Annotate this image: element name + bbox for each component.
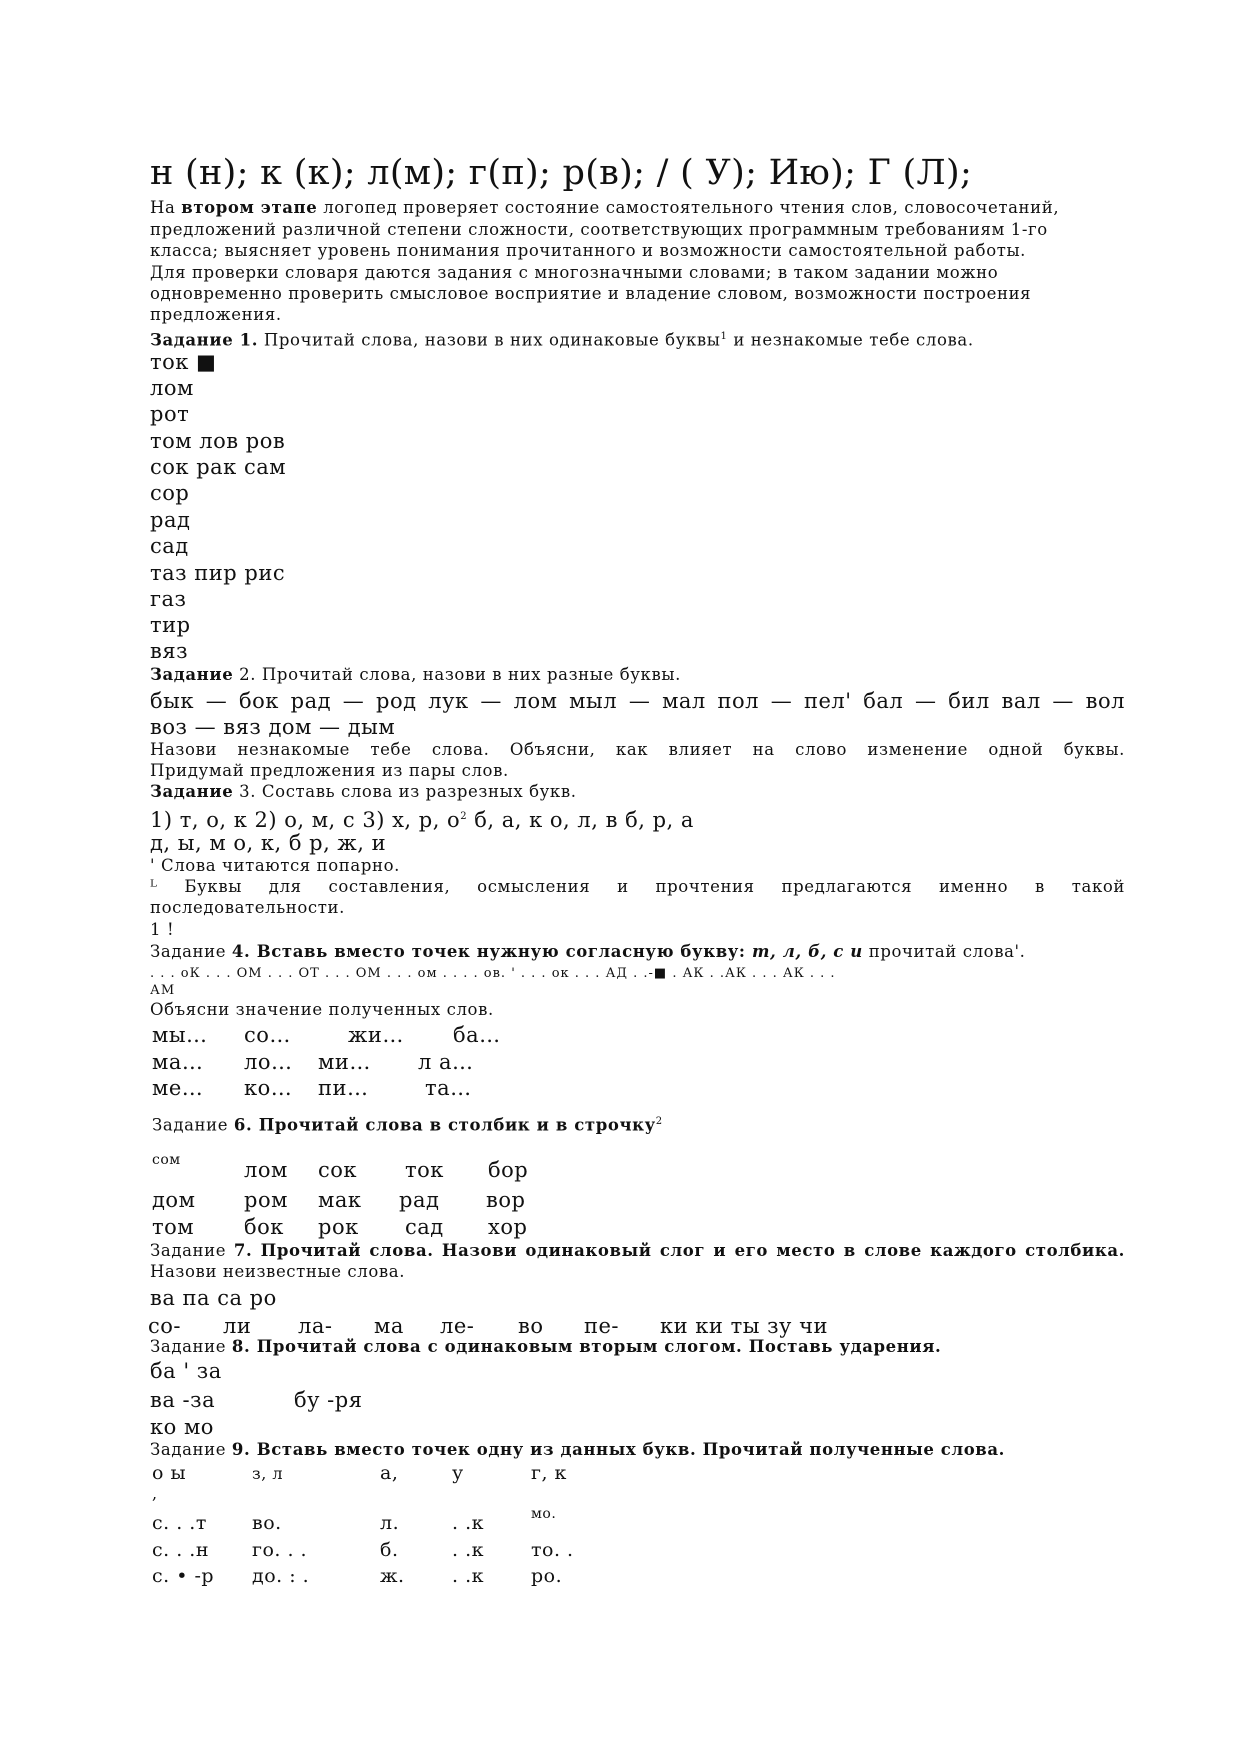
task7-syllable: во <box>518 1314 544 1338</box>
task4-grid-cell: мы… <box>152 1023 208 1047</box>
task8-word-4: ко мо <box>150 1415 214 1439</box>
task6-word: мак <box>318 1188 362 1212</box>
task7-syllable: ле- <box>440 1314 475 1338</box>
task9-option: з, л <box>252 1464 284 1483</box>
task1-word: сад <box>150 534 189 558</box>
task6-word: сок <box>318 1158 358 1182</box>
task1-word: вяз <box>150 639 189 663</box>
task2-note-line-1: Назови незнакомые тебе слова. Объясни, как влияет на слово изменение одной буквы. <box>150 740 1125 759</box>
task9-cell: . .к <box>452 1539 484 1561</box>
task3-letters-row-2: д, ы, м о, к, б р, ж, и <box>150 831 387 855</box>
task3-heading: Задание 3. Составь слова из разрезных букв. <box>150 782 577 801</box>
task3-letters-row-1: 1) т, о, к 2) о, м, с 3) х, р, $о^2$ б, а, к о, л, в б, р, а <box>150 808 694 832</box>
task4-grid-cell: пи… <box>318 1076 369 1100</box>
task6-word: бор <box>488 1158 529 1182</box>
task2-pairs-line-2: воз — вяз дом — дым <box>150 715 396 739</box>
task4-grid-cell: ко… <box>244 1076 293 1100</box>
intro-line-4: Для проверки словаря даются задания с многозначными словами; в таком задании можно <box>150 263 999 282</box>
task2-heading: Задание 2. Прочитай слова, назови в них разные буквы. <box>150 665 681 684</box>
footnote-2-line-2: последовательности. <box>150 898 345 917</box>
task4-grid-cell: ми… <box>318 1050 371 1074</box>
task4-grid-cell: жи… <box>348 1023 404 1047</box>
task4-explain: Объясни значение полученных слов. <box>150 1000 494 1019</box>
task4-dots-line-1: . . . оК . . . ОМ . . . ОТ . . . ОМ . . . ом . . . . ов. ' . . . ок . . . АД . .-■ . АК . .АК . . . АК . . . <box>150 966 836 981</box>
task4-dots-line-2: АМ <box>150 983 176 998</box>
task9-option: г, к <box>531 1462 567 1484</box>
task9-heading: Задание 9. Вставь вместо точек одну из данных букв. Прочитай полученные слова. <box>150 1440 1005 1459</box>
task4-grid-cell: ба… <box>453 1023 501 1047</box>
task2-note-line-2: Придумай предложения из пары слов. <box>150 761 509 780</box>
footnote-1: ' Слова читаются попарно. <box>150 856 400 875</box>
task1-word: газ <box>150 587 187 611</box>
intro-line-3: класса; выясняет уровень понимания прочитанного и возможности самостоятельной работы. <box>150 241 1027 260</box>
task1-word: сок рак сам <box>150 455 287 479</box>
task4-grid-cell: та… <box>425 1076 472 1100</box>
task6-word: ток <box>405 1158 444 1182</box>
task9-cell: с. . .т <box>152 1512 207 1534</box>
task9-comma: , <box>152 1484 158 1503</box>
task9-cell: ж. <box>380 1565 405 1587</box>
task9-option: у <box>452 1462 464 1484</box>
task8-word-1: ба ' за <box>150 1359 222 1383</box>
task9-cell: мо. <box>531 1506 557 1522</box>
task1-word: рад <box>150 508 191 532</box>
task6-word: хор <box>488 1215 528 1239</box>
task6-word: ром <box>244 1188 288 1212</box>
task1-word: тир <box>150 613 191 637</box>
task4-grid-cell: со… <box>244 1023 291 1047</box>
task6-word: рад <box>399 1188 440 1212</box>
task4-grid-cell: ме… <box>152 1076 204 1100</box>
task7-heading-line-2: Назови неизвестные слова. <box>150 1262 406 1281</box>
task2-pairs-line-1: бык — бок рад — род лук — лом мыл — мал пол — пел' бал — бил вал — вол <box>150 689 1125 713</box>
task9-cell: . .к <box>452 1565 484 1587</box>
task8-heading: Задание 8. Прочитай слова с одинаковым вторым слогом. Поставь ударения. <box>150 1337 942 1356</box>
task9-cell: . .к <box>452 1512 484 1534</box>
task6-word: дом <box>152 1188 196 1212</box>
task9-cell: ро. <box>531 1565 563 1587</box>
task1-word: том лов ров <box>150 429 286 453</box>
task1-word: лом <box>150 376 194 400</box>
task1-word: таз пир рис <box>150 561 286 585</box>
task9-cell: л. <box>380 1512 400 1534</box>
task9-cell: с. . .н <box>152 1539 210 1561</box>
letter-pairs-line: н (н); к (к); л(м); г(п); р(в); / ( У); Ию); Г (Л); <box>150 153 973 193</box>
task6-word: рок <box>318 1215 359 1239</box>
task9-cell: до. : . <box>252 1565 310 1587</box>
task7-syllables-1: ва па са ро <box>150 1286 277 1310</box>
task9-option: о ы <box>152 1462 187 1484</box>
task9-cell: с. • -р <box>152 1565 215 1587</box>
task1-word: ток ■ <box>150 350 217 374</box>
task9-cell: во. <box>252 1512 282 1534</box>
intro-line-6: предложения. <box>150 305 282 324</box>
task4-grid-cell: ло… <box>244 1050 293 1074</box>
intro-line-1: На втором этапе логопед проверяет состояние самостоятельного чтения слов, словосочетаний, <box>150 198 1060 217</box>
task9-cell: то. . <box>531 1539 574 1561</box>
intro-line-5: одновременно проверить смысловое восприятие и владение словом, возможности построения <box>150 284 1032 303</box>
stage-label: втором этапе <box>181 198 318 217</box>
task7-syllable: ки ки ты зу чи <box>660 1314 828 1338</box>
task7-syllable: ма <box>374 1314 404 1338</box>
task6-word: вор <box>486 1188 526 1212</box>
intro-line-2: предложений различной степени сложности, соответствующих программным требованиям 1-го <box>150 220 1048 239</box>
footnote-2-line-1: ᴸ Буквы для составления, осмысления и прочтения предлагаются именно в такой <box>150 877 1125 896</box>
task6-word: сом <box>152 1152 181 1168</box>
task6-word: лом <box>244 1158 288 1182</box>
task8-word-3: бу -ря <box>294 1388 363 1412</box>
task8-word-2: ва -за <box>150 1388 216 1412</box>
footnote-3: 1 ! <box>150 920 175 939</box>
task7-syllable: со- <box>148 1314 181 1338</box>
task4-heading: Задание 4. Вставь вместо точек нужную согласную букву: т, л, б, с и прочитай слова'. <box>150 942 1026 961</box>
task6-word: том <box>152 1215 195 1239</box>
task7-syllable: пе- <box>584 1314 620 1338</box>
task9-cell: б. <box>380 1539 399 1561</box>
task6-heading: Задание 6. Прочитай слова в столбик и в строчку$^2$ <box>152 1115 663 1135</box>
task9-cell: го. . . <box>252 1539 308 1561</box>
task7-heading-line-1: Задание 7. Прочитай слова. Назови одинаковый слог и его место в слове каждого столбика. <box>150 1241 1126 1260</box>
task7-syllable: ли <box>223 1314 252 1338</box>
task1-heading: Задание 1. Прочитай слова, назови в них одинаковые буквы$^1$ и незнакомые тебе слова. <box>150 330 974 350</box>
task1-word: рот <box>150 402 190 426</box>
task4-grid-cell: ма… <box>152 1050 204 1074</box>
task6-word: бок <box>244 1215 284 1239</box>
task7-syllable: ла- <box>298 1314 333 1338</box>
task9-option: а, <box>380 1462 399 1484</box>
task4-grid-cell: л а… <box>418 1050 474 1074</box>
task6-word: сад <box>405 1215 444 1239</box>
task1-word: сор <box>150 481 190 505</box>
